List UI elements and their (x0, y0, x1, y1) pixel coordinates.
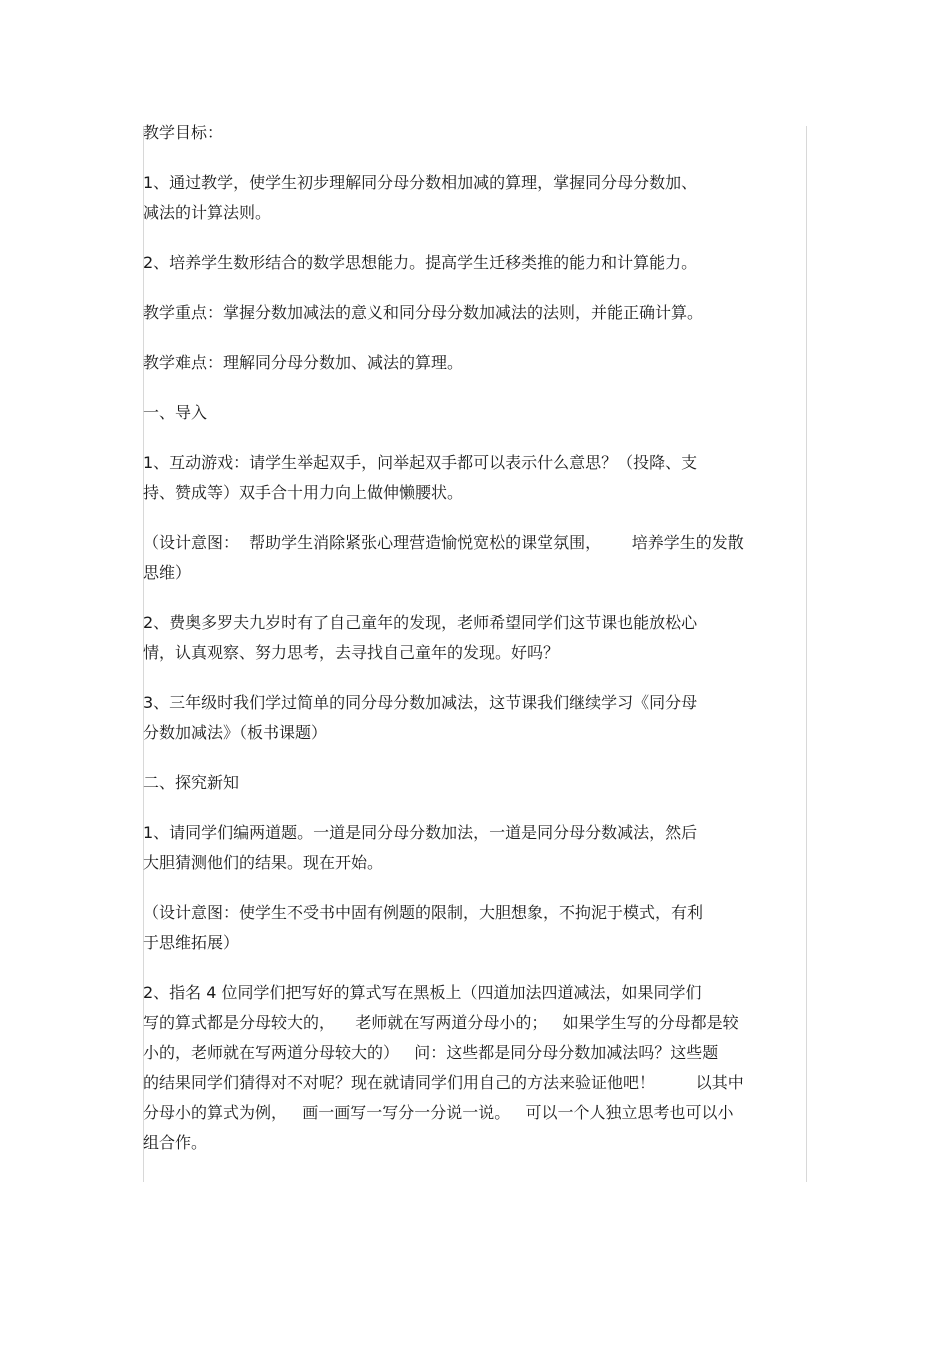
text-line: 2、指名 4 位同学们把写好的算式写在黑板上（四道加法四道减法，如果同学们 (143, 983, 702, 1002)
paragraph (143, 118, 806, 148)
paragraph (143, 398, 806, 428)
text-line: 持、赞成等）双手合十用力向上做伸懒腰状。 (143, 483, 464, 502)
text-line: 减法的计算法则。 (143, 203, 272, 222)
paragraph (143, 608, 806, 668)
text-line: 教学重点：掌握分数加减法的意义和同分母分数加减法的法则，并能正确计算。 (143, 303, 704, 322)
text-line: 分母小的算式为例， 画一画写一写分一分说一说。 可以一个人独立思考也可以小 (143, 1103, 734, 1122)
paragraph (143, 768, 806, 798)
text-line: 写的算式都是分母较大的， 老师就在写两道分母小的； 如果学生写的分母都是较 (143, 1013, 739, 1032)
paragraph (143, 348, 806, 378)
text-line: 小的，老师就在写两道分母较大的） 问：这些都是同分母分数加减法吗？这些题 (143, 1043, 719, 1062)
paragraph (143, 528, 806, 588)
document-body (143, 118, 806, 1182)
text-line: 思维） (143, 563, 192, 582)
text-line: （设计意图：使学生不受书中固有例题的限制，大胆想象，不拘泥于模式，有利 (143, 903, 704, 922)
text-line: 分数加减法》（板书课题） (143, 723, 328, 742)
paragraph (143, 978, 806, 1158)
text-line: 1、互动游戏：请学生举起双手，问举起双手都可以表示什么意思？（投降、支 (143, 453, 698, 472)
text-line: 2、培养学生数形结合的数学思想能力。提高学生迁移类推的能力和计算能力。 (143, 253, 698, 272)
paragraph (143, 688, 806, 748)
text-line: 大胆猜测他们的结果。现在开始。 (143, 853, 384, 872)
paragraph (143, 818, 806, 878)
text-line: 一、导入 (143, 403, 208, 422)
text-line: 1、请同学们编两道题。一道是同分母分数加法，一道是同分母分数减法，然后 (143, 823, 698, 842)
paragraph (143, 298, 806, 328)
text-line: 情，认真观察、努力思考，去寻找自己童年的发现。好吗？ (143, 643, 560, 662)
text-line: 于思维拓展） (143, 933, 240, 952)
text-line: 组合作。 (143, 1133, 208, 1152)
text-line: （设计意图： 帮助学生消除紧张心理营造愉悦宽松的课堂氛围， 培养学生的发散 (143, 533, 744, 552)
text-line: 教学难点：理解同分母分数加、减法的算理。 (143, 353, 464, 372)
paragraph (143, 448, 806, 508)
text-line: 2、费奥多罗夫九岁时有了自己童年的发现，老师希望同学们这节课也能放松心 (143, 613, 698, 632)
paragraph (143, 248, 806, 278)
paragraph (143, 168, 806, 228)
text-line: 二、探究新知 (143, 773, 240, 792)
text-line: 3、三年级时我们学过简单的同分母分数加减法，这节课我们继续学习《同分母 (143, 693, 698, 712)
paragraph (143, 898, 806, 958)
text-line: 的结果同学们猜得对不对呢？现在就请同学们用自己的方法来验证他吧！ 以其中 (143, 1073, 744, 1092)
text-line: 教学目标： (143, 123, 224, 142)
text-line: 1、通过教学，使学生初步理解同分母分数相加减的算理，掌握同分母分数加、 (143, 173, 698, 192)
right-margin-rule (806, 126, 807, 1182)
